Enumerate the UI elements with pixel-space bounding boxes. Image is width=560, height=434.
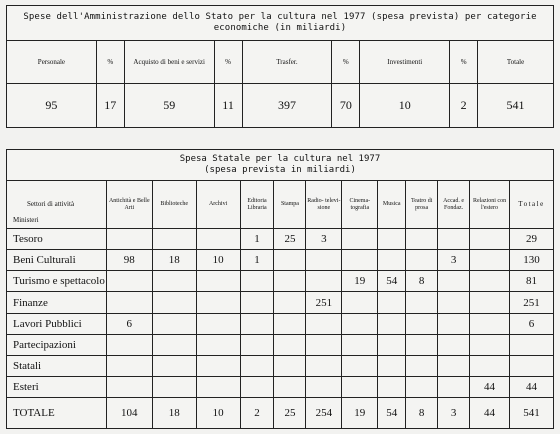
table-cell (342, 334, 378, 355)
ministry-label: Partecipazioni (7, 334, 107, 355)
table-cell (406, 313, 438, 334)
total-cell: 18 (152, 397, 196, 428)
sector-ministry-table (6, 149, 554, 429)
table-cell: 98 (106, 250, 152, 271)
table-cell (196, 355, 240, 376)
table-cell (196, 313, 240, 334)
table-cell (438, 355, 470, 376)
ministry-label: Tesoro (7, 229, 107, 250)
header-percent: % (96, 41, 124, 84)
table-cell (106, 334, 152, 355)
table-row (7, 229, 554, 250)
table-cell (240, 313, 274, 334)
value-percent: 70 (332, 84, 360, 128)
table-cell (240, 376, 274, 397)
corner-header (7, 181, 107, 229)
table-cell: 1 (240, 229, 274, 250)
table-cell (342, 355, 378, 376)
table-cell (378, 229, 406, 250)
total-cell: 3 (438, 397, 470, 428)
column-header: Accad. e Fondaz. (438, 181, 470, 229)
ministry-label: Beni Culturali (7, 250, 107, 271)
table-cell: 44 (509, 376, 553, 397)
table-cell (152, 271, 196, 292)
table-cell (152, 334, 196, 355)
header-percent: % (214, 41, 242, 84)
table-cell (470, 313, 510, 334)
header-acquisto: Acquisto di beni e servizi (124, 41, 214, 84)
table-cell (274, 250, 306, 271)
table2-title-line2: (spesa prevista in miliardi) (204, 165, 356, 176)
table-cell (306, 271, 342, 292)
total-cell: 8 (406, 397, 438, 428)
header-personale: Personale (7, 41, 97, 84)
total-row (7, 397, 554, 428)
table-cell (306, 334, 342, 355)
table-cell (152, 313, 196, 334)
table-cell (509, 334, 553, 355)
table-cell (438, 229, 470, 250)
table-cell (470, 271, 510, 292)
table-cell: 54 (378, 271, 406, 292)
table-cell: 81 (509, 271, 553, 292)
ministry-label: Statali (7, 355, 107, 376)
table-cell (152, 355, 196, 376)
table-cell (342, 376, 378, 397)
total-cell: 19 (342, 397, 378, 428)
table-cell: 18 (152, 250, 196, 271)
table-cell (438, 313, 470, 334)
value-totale: 541 (478, 84, 554, 128)
header-investimenti: Investimenti (360, 41, 450, 84)
ministry-label: Esteri (7, 376, 107, 397)
table-row (7, 271, 554, 292)
header-percent: % (332, 41, 360, 84)
total-cell: 54 (378, 397, 406, 428)
header-percent: % (450, 41, 478, 84)
header-totale: Totale (478, 41, 554, 84)
value-acquisto: 59 (124, 84, 214, 128)
table-cell (306, 355, 342, 376)
column-header: Biblioteche (152, 181, 196, 229)
value-percent: 17 (96, 84, 124, 128)
sectors-label: Settori di attività (27, 200, 75, 209)
table-cell (438, 292, 470, 313)
column-header: Musica (378, 181, 406, 229)
table-cell: 29 (509, 229, 553, 250)
column-header: Antichità e Belle Arti (106, 181, 152, 229)
table-cell (378, 313, 406, 334)
header-trasferimenti: Trasfer. (242, 41, 332, 84)
table-cell (470, 250, 510, 271)
table-cell: 130 (509, 250, 553, 271)
table-cell (406, 334, 438, 355)
table-cell (342, 313, 378, 334)
table-cell (240, 355, 274, 376)
table-row (7, 376, 554, 397)
table-cell (196, 271, 240, 292)
table-cell (342, 250, 378, 271)
table-cell (306, 250, 342, 271)
table-row (7, 292, 554, 313)
total-cell: 541 (509, 397, 553, 428)
table-cell (406, 355, 438, 376)
table-cell (406, 229, 438, 250)
table-cell (406, 292, 438, 313)
table-cell: 3 (438, 250, 470, 271)
table-cell (274, 355, 306, 376)
table-cell (106, 376, 152, 397)
table-cell: 19 (342, 271, 378, 292)
table-cell (438, 376, 470, 397)
table-cell (470, 229, 510, 250)
table-cell: 25 (274, 229, 306, 250)
table-cell: 3 (306, 229, 342, 250)
table-cell (274, 313, 306, 334)
total-cell: 104 (106, 397, 152, 428)
table-cell (306, 313, 342, 334)
table-cell (196, 334, 240, 355)
table-cell (378, 292, 406, 313)
table2-title-line1: Spesa Statale per la cultura nel 1977 (179, 154, 381, 165)
table-cell (438, 334, 470, 355)
table-cell (342, 229, 378, 250)
table-cell (406, 250, 438, 271)
economic-categories-table (6, 5, 554, 128)
table-row (7, 334, 554, 355)
value-investimenti: 10 (360, 84, 450, 128)
table-cell (106, 271, 152, 292)
table1-title: Spese dell'Amministrazione dello Stato per la cultura nel 1977 (spesa prevista) per categorie economiche (in miliardi) (7, 6, 554, 41)
value-percent: 2 (450, 84, 478, 128)
column-header: Cinema- tografia (342, 181, 378, 229)
table-cell (406, 376, 438, 397)
ministry-label: Finanze (7, 292, 107, 313)
table-cell (470, 334, 510, 355)
table-cell (470, 355, 510, 376)
table-cell (152, 229, 196, 250)
table-cell (196, 376, 240, 397)
ministry-label: Lavori Pubblici (7, 313, 107, 334)
table-cell (274, 271, 306, 292)
value-trasferimenti: 397 (242, 84, 332, 128)
table-row (7, 355, 554, 376)
table-cell (196, 292, 240, 313)
table-row (7, 313, 554, 334)
ministry-label: Turismo e spettacolo (7, 271, 107, 292)
table-cell (438, 271, 470, 292)
table-cell (378, 355, 406, 376)
table-cell (106, 292, 152, 313)
table-cell: 8 (406, 271, 438, 292)
table-cell (470, 292, 510, 313)
value-percent: 11 (214, 84, 242, 128)
table-cell: 6 (509, 313, 553, 334)
table-cell: 251 (306, 292, 342, 313)
table-cell (274, 334, 306, 355)
total-cell: 254 (306, 397, 342, 428)
table-cell (509, 355, 553, 376)
column-header: Teatro di prosa (406, 181, 438, 229)
table-cell (378, 250, 406, 271)
table-cell: 251 (509, 292, 553, 313)
table-cell: 44 (470, 376, 510, 397)
table-cell (240, 271, 274, 292)
table-cell (240, 334, 274, 355)
total-cell: 10 (196, 397, 240, 428)
column-header: Relazioni con l'estero (470, 181, 510, 229)
table-cell (106, 355, 152, 376)
total-cell: 44 (470, 397, 510, 428)
table-cell: 1 (240, 250, 274, 271)
total-cell: 25 (274, 397, 306, 428)
ministries-label: Ministeri (13, 216, 39, 225)
column-header: Radio- televi- sione (306, 181, 342, 229)
table-row (7, 250, 554, 271)
table-cell (196, 229, 240, 250)
table-cell (342, 292, 378, 313)
column-header: Totale (509, 181, 553, 229)
table-cell (240, 292, 274, 313)
value-personale: 95 (7, 84, 97, 128)
table2-title (7, 150, 554, 181)
table-cell (152, 292, 196, 313)
table-cell (106, 229, 152, 250)
table-cell (306, 376, 342, 397)
column-header: Archivi (196, 181, 240, 229)
table-cell (152, 376, 196, 397)
total-cell: 2 (240, 397, 274, 428)
table-cell (274, 376, 306, 397)
table-cell: 10 (196, 250, 240, 271)
column-header: Editoria Libraria (240, 181, 274, 229)
table-cell (378, 334, 406, 355)
column-header: Stampa (274, 181, 306, 229)
table-cell: 6 (106, 313, 152, 334)
total-label: TOTALE (7, 397, 107, 428)
table-cell (378, 376, 406, 397)
table-cell (274, 292, 306, 313)
